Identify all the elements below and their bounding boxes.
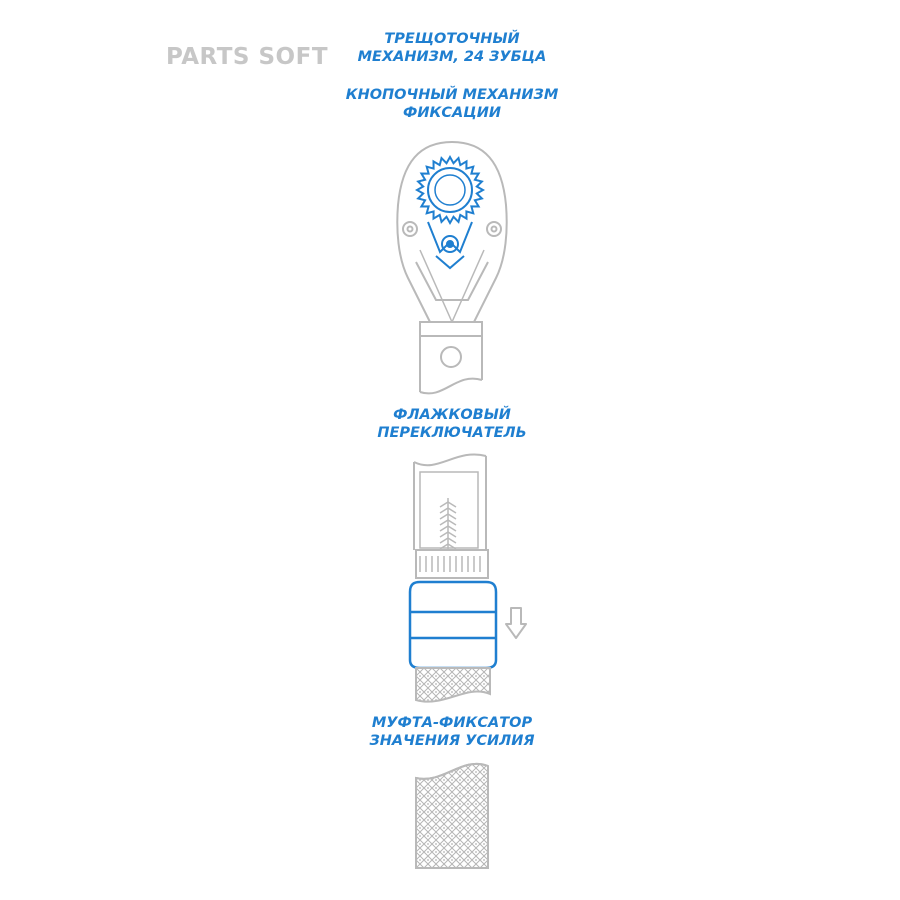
screw-right-icon: [487, 222, 501, 236]
callout-switch-line-2: ПЕРЕКЛЮЧАТЕЛЬ: [377, 425, 527, 441]
screw-left-icon: [403, 222, 417, 236]
callout-ratchet-line-1: ТРЕЩОТОЧНЫЙ: [384, 31, 520, 47]
lock-collar: [410, 582, 496, 668]
arrow-down-icon: [506, 608, 526, 638]
button-lock-mechanism: [428, 222, 472, 268]
knurled-grip-upper: [416, 668, 490, 702]
knurled-grip-lower: [416, 764, 488, 868]
head-inner-outline: [416, 262, 488, 300]
wrench-neck: [420, 322, 482, 393]
ratchet-gear: [417, 157, 483, 223]
callout-switch-line-1: ФЛАЖКОВЫЙ: [393, 407, 511, 423]
watermark: PARTS SOFT: [166, 44, 329, 70]
callout-collar-line-2: ЗНАЧЕНИЯ УСИЛИЯ: [369, 733, 535, 749]
scale-ring: [416, 550, 488, 578]
callout-ratchet-line-2: МЕХАНИЗМ, 24 ЗУБЦА: [357, 49, 547, 65]
neck-hole: [441, 347, 461, 367]
wrench-body: [414, 454, 486, 550]
callout-button-line-1: КНОПОЧНЫЙ МЕХАНИЗМ: [345, 87, 559, 103]
callout-button-line-2: ФИКСАЦИИ: [403, 105, 501, 121]
scale-spring-icon: [440, 498, 456, 550]
callout-collar-line-1: МУФТА-ФИКСАТОР: [371, 715, 533, 731]
